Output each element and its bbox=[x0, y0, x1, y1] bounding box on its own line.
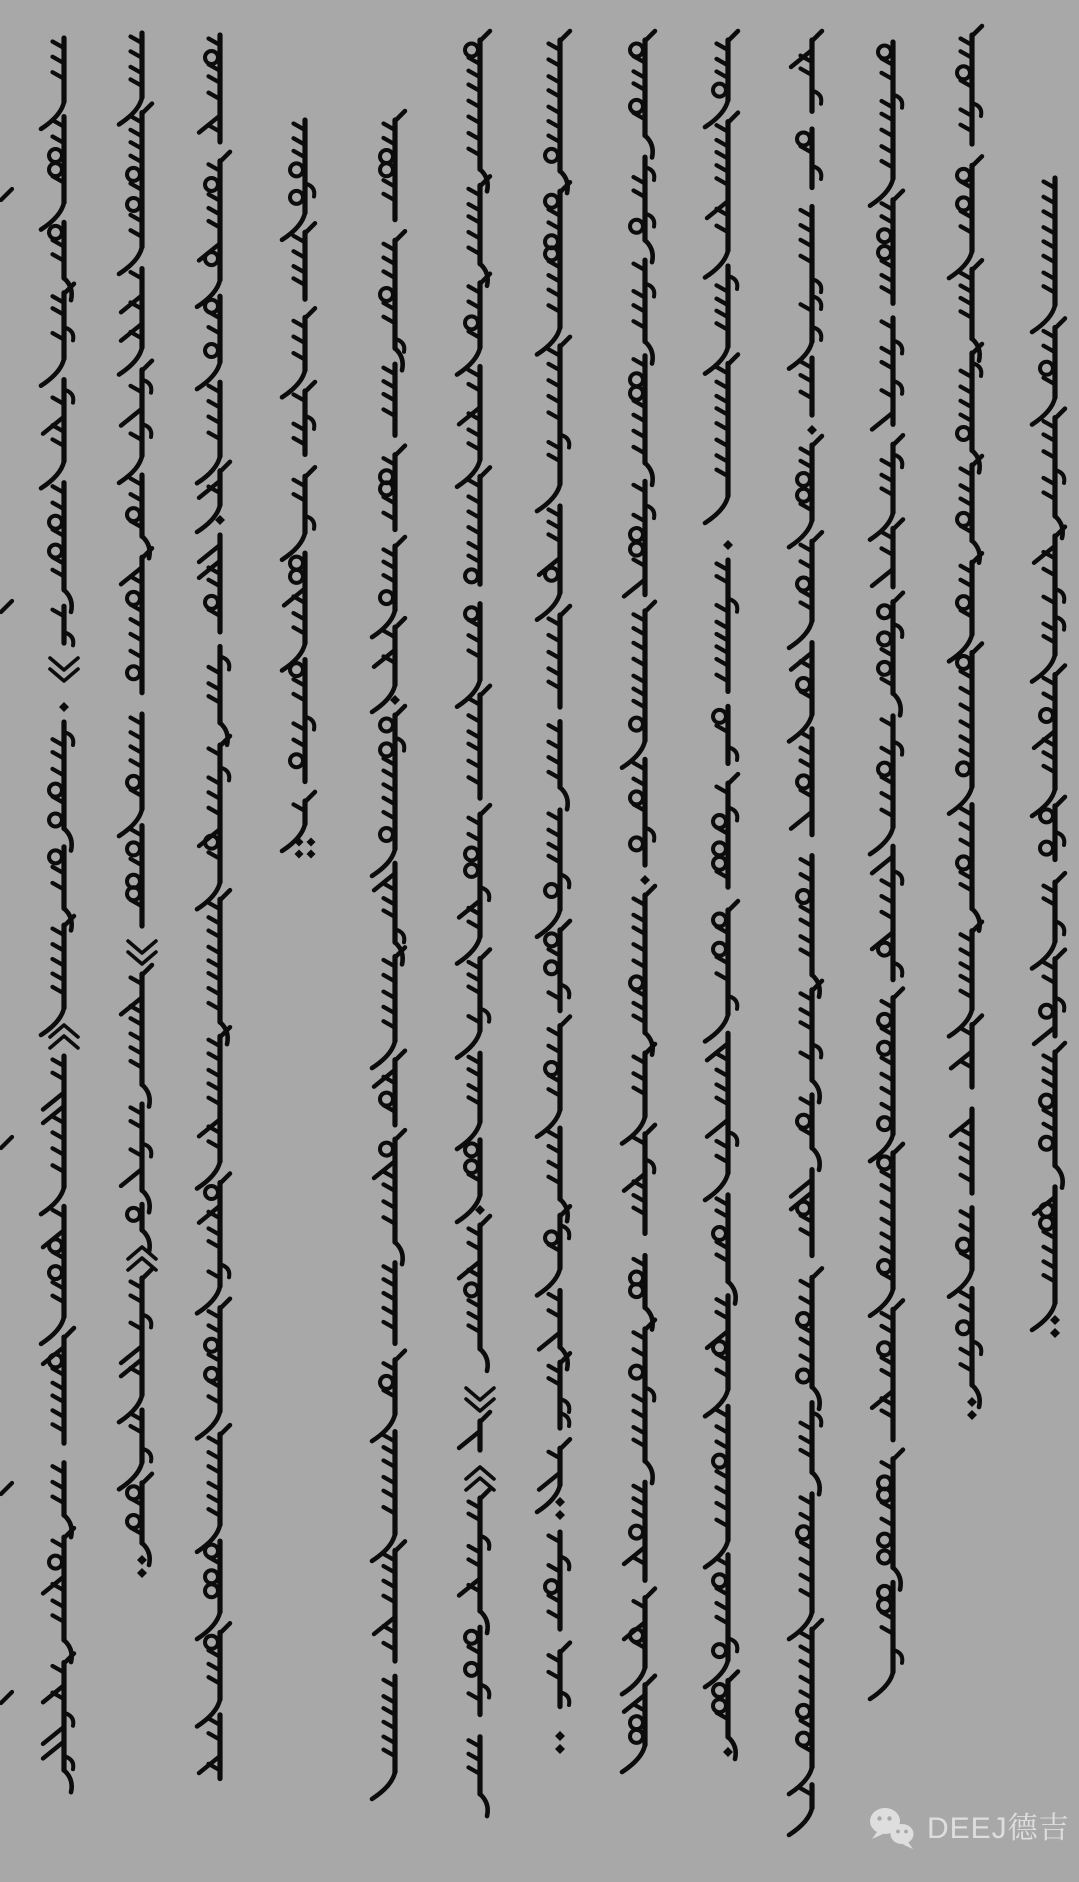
text-column bbox=[949, 26, 982, 1420]
text-column bbox=[789, 31, 822, 1835]
text-column bbox=[537, 31, 570, 1754]
clipped-edge-strokes bbox=[1, 189, 12, 1703]
text-column bbox=[1032, 178, 1065, 1338]
text-column bbox=[41, 38, 78, 1792]
text-column bbox=[622, 31, 655, 1772]
text-column bbox=[197, 35, 230, 1778]
text-column bbox=[457, 31, 494, 1816]
watermark-text: DEEJ德吉 bbox=[927, 1812, 1070, 1845]
text-column bbox=[119, 33, 156, 1578]
text-column bbox=[282, 120, 316, 859]
text-column bbox=[705, 31, 738, 1759]
text-column bbox=[372, 111, 405, 1799]
text-column bbox=[870, 42, 903, 1699]
